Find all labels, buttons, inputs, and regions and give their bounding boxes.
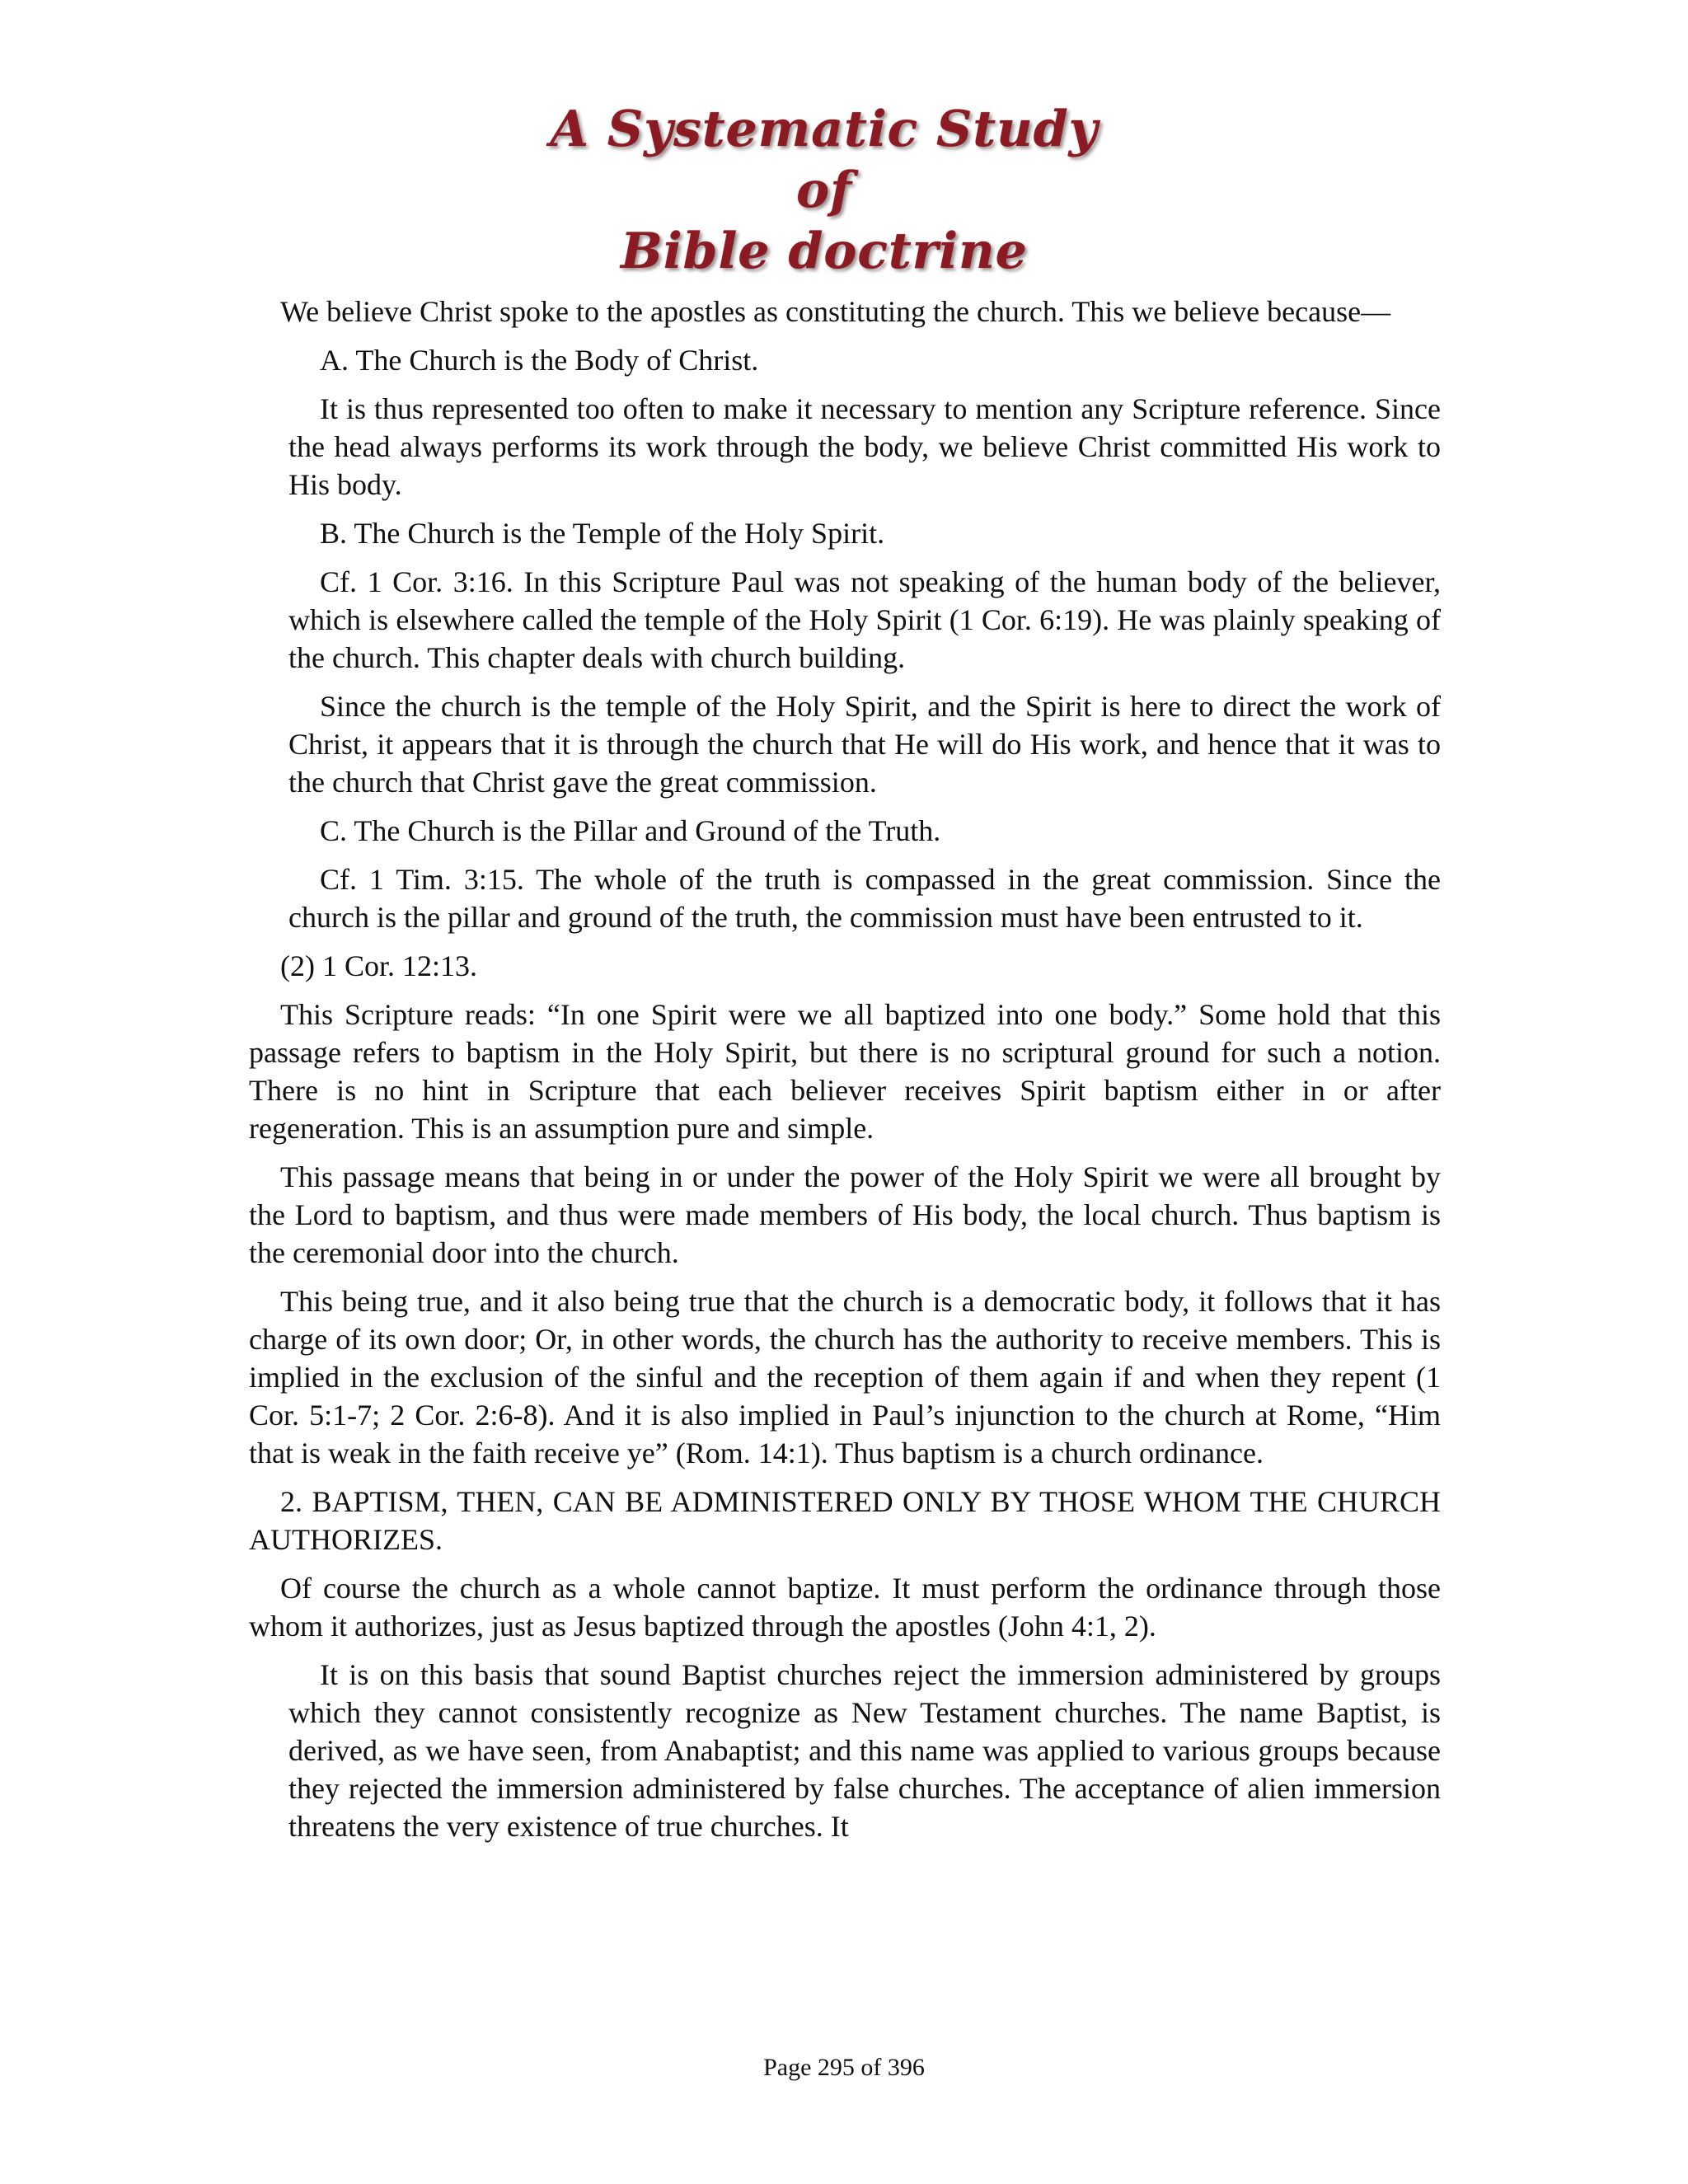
paragraph-intro: We believe Christ spoke to the apostles as constituting the church. This we believe because— xyxy=(280,295,1391,328)
paragraph-a: It is thus represented too often to make it necessary to mention any Scripture reference. Since the head always performs its work through the body, we believe Christ committed His work to His body. xyxy=(288,392,1441,501)
paragraph-3: This passage means that being in or under the power of the Holy Spirit we were all brought by the Lord to baptism, and thus were made members of His body, the local church. Thus baptism is the ceremonial door into the church. xyxy=(249,1160,1441,1269)
page-number: Page 295 of 396 xyxy=(763,2054,925,2081)
heading-a: A. The Church is the Body of Christ. xyxy=(320,344,759,377)
page-body xyxy=(249,293,1441,1856)
heading-b: B. The Church is the Temple of the Holy Spirit. xyxy=(320,517,885,550)
paragraph-b2: Since the church is the temple of the Holy Spirit, and the Spirit is here to direct the work of Christ, it appears that it is through the church that He will do His work, and hence that it was to the church that Christ gave the great commission. xyxy=(288,690,1441,799)
paragraph-6: It is on this basis that sound Baptist churches reject the immersion administered by groups which they cannot consistently recognize as New Testament churches. The name Baptist, is derived, as we have seen, from Anabaptist; and this name was applied to various groups because they rejected the immersion administered by false churches. The acceptance of alien immersion threatens the very existence of true churches. It xyxy=(288,1658,1441,1843)
logo-line-1: A Systematic Study of xyxy=(550,101,1099,219)
paragraph-b1: Cf. 1 Cor. 3:16. In this Scripture Paul was not speaking of the human body of the believer, which is elsewhere called the temple of the Holy Spirit (1 Cor. 6:19). He was plainly speaking of the church. This chapter deals with church building. xyxy=(288,565,1441,674)
book-title-logo xyxy=(528,99,1121,282)
paragraph-4: This being true, and it also being true that the church is a democratic body, it follows that it has charge of its own door; Or, in other words, the church has the authority to receive members. This is implied in the exclusion of the sinful and the reception of them again if and when they repent (1 Cor. 5:1-7; 2 Cor. 2:6-8). And it is also implied in Paul’s injunction to the church at Rome, “Him that is weak in the faith receive ye” (Rom. 14:1). Thus baptism is a church ordinance. xyxy=(249,1285,1441,1469)
paragraph-5: Of course the church as a whole cannot baptize. It must perform the ordinance through those whom it authorizes, just as Jesus baptized through the apostles (John 4:1, 2). xyxy=(249,1572,1441,1643)
reference-2: (2) 1 Cor. 12:13. xyxy=(280,949,477,982)
paragraph-c: Cf. 1 Tim. 3:15. The whole of the truth is compassed in the great commission. Since the church is the pillar and ground of the truth, the commission must have been entrusted to it. xyxy=(288,863,1441,934)
logo-line-2: Bible doctrine xyxy=(621,223,1028,280)
paragraph-2: This Scripture reads: “In one Spirit were we all baptized into one body.” Some hold that this passage refers to baptism in the Holy Spirit, but there is no scriptural ground for such a notion. There is no hint in Scripture that each believer receives Spirit baptism either in or after regeneration. This is an assumption pure and simple. xyxy=(249,998,1441,1145)
section-heading-2: 2. BAPTISM, THEN, CAN BE ADMINISTERED ONLY BY THOSE WHOM THE CHURCH AUTHORIZES. xyxy=(249,1485,1441,1556)
heading-c: C. The Church is the Pillar and Ground of the Truth. xyxy=(320,814,941,847)
